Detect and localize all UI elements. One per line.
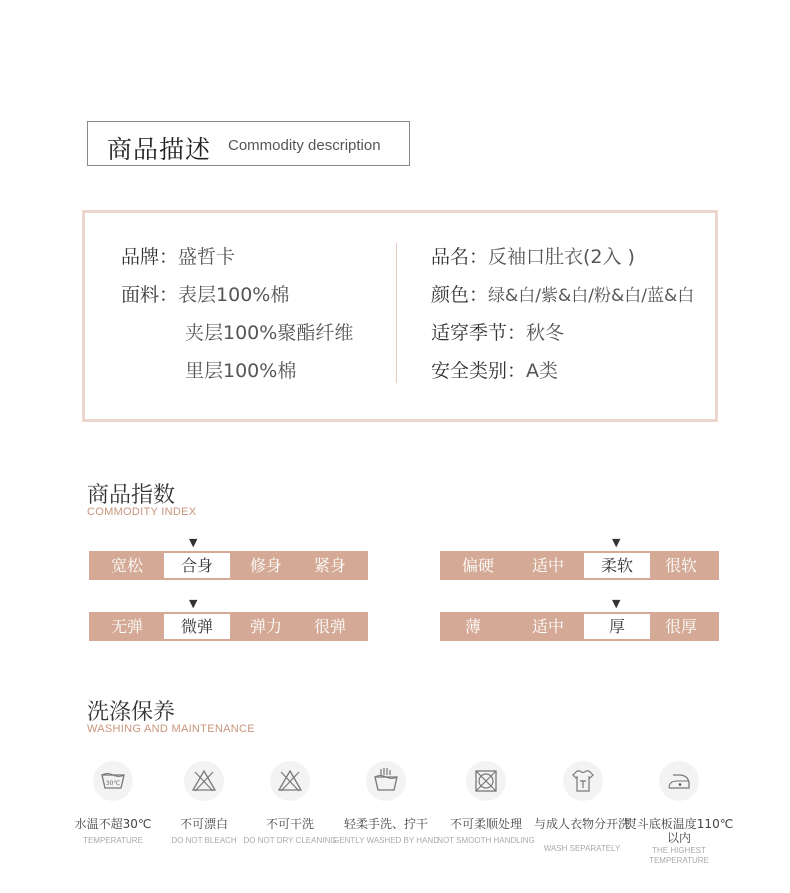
fit-option: 宽松: [110, 556, 143, 575]
fit-marker-icon: ▼: [189, 536, 198, 549]
description-title: 商品描述: [107, 135, 212, 164]
fabric-middle-value: 夹层100%聚酯纤维: [185, 322, 354, 344]
safety-value: A类: [526, 360, 559, 382]
thickness-option: 适中: [531, 617, 564, 636]
product-name-value: 反袖口肚衣(2入 ): [488, 246, 635, 268]
no-dry-clean-icon: [270, 761, 310, 801]
elasticity-option: 弹力: [249, 617, 282, 636]
care-label-en: THE HIGHEST TEMPERATURE: [649, 846, 709, 865]
fabric-inner-row: [185, 356, 296, 383]
thickness-option: 很厚: [664, 617, 697, 636]
care-subtitle: WASHING AND MAINTENANCE: [87, 723, 255, 735]
fit-option-selected: 合身: [164, 553, 230, 578]
care-label-en: DO NOT DRY CLEANING: [243, 836, 337, 845]
no-bleach-icon: [184, 761, 224, 801]
softness-marker-icon: ▼: [612, 536, 621, 549]
wash-separately-icon: [563, 761, 603, 801]
hand-wash-icon: [366, 761, 406, 801]
softness-option-selected: 柔软: [584, 553, 650, 578]
color-label: 颜色：: [431, 284, 489, 306]
softness-option: 适中: [531, 556, 564, 575]
care-label-cn: 不可干洗: [265, 817, 314, 831]
fit-option: 修身: [249, 556, 282, 575]
care-label-cn: 与成人衣物分开洗: [533, 817, 630, 831]
color-row: [431, 280, 694, 307]
softness-option: 很软: [664, 556, 697, 575]
care-label-en: NOT SMOOTH HANDLING: [437, 836, 535, 845]
wash-30-icon-label: 30℃: [105, 780, 121, 787]
thickness-index-bar: [440, 612, 719, 641]
brand-label: 品牌：: [121, 246, 179, 268]
thickness-marker-icon: ▼: [612, 597, 621, 610]
index-subtitle: COMMODITY INDEX: [87, 506, 197, 518]
softness-option: 偏硬: [461, 556, 494, 575]
care-label-en: TEMPERATURE: [83, 836, 143, 845]
safety-label: 安全类别：: [431, 360, 527, 382]
care-label-cn: 水温不超30℃: [74, 817, 152, 831]
season-value: 秋冬: [526, 322, 565, 344]
description-title-box: [87, 121, 410, 166]
care-label-cn: 不可漂白: [179, 817, 228, 831]
info-divider: [396, 243, 397, 383]
season-row: [431, 318, 564, 345]
care-label-cn: 轻柔手洗、拧干: [343, 817, 428, 831]
thickness-option: 薄: [464, 617, 481, 636]
thickness-option-selected: 厚: [584, 614, 650, 639]
description-subtitle: Commodity description: [228, 137, 381, 154]
elasticity-marker-icon: ▼: [189, 597, 198, 610]
brand-row: [121, 242, 235, 269]
iron-icon: [659, 761, 699, 801]
care-label-en: GENTLY WASHED BY HAND: [333, 836, 439, 845]
elasticity-option-selected: 微弹: [164, 614, 230, 639]
elasticity-option: 无弹: [110, 617, 143, 636]
fabric-row: [121, 280, 289, 307]
softness-index-bar: [440, 551, 719, 580]
care-label-en: DO NOT BLEACH: [171, 836, 237, 845]
fit-option: 紧身: [313, 556, 346, 575]
product-name-label: 品名：: [431, 246, 489, 268]
fabric-middle-row: [185, 318, 353, 345]
fabric-inner-value: 里层100%棉: [185, 360, 297, 382]
fabric-outer-value: 表层100%棉: [178, 284, 290, 306]
season-label: 适穿季节：: [431, 322, 527, 344]
care-label-cn: 熨斗底板温度110℃以内: [624, 817, 734, 845]
no-tumble-icon: [466, 761, 506, 801]
elasticity-option: 很弹: [313, 617, 346, 636]
color-value: 绿&白/紫&白/粉&白/蓝&白: [488, 286, 695, 306]
product-name-row: [431, 242, 635, 269]
index-title: 商品指数: [87, 483, 176, 508]
fabric-label: 面料：: [121, 284, 179, 306]
care-label-cn: 不可柔顺处理: [449, 817, 522, 831]
care-label-en: WASH SEPARATELY: [543, 844, 621, 853]
safety-row: [431, 356, 558, 383]
elasticity-index-bar: [89, 612, 368, 641]
care-title: 洗涤保养: [87, 700, 176, 725]
brand-value: 盛哲卡: [178, 246, 236, 268]
fit-index-bar: [89, 551, 368, 580]
wash-30-icon: [93, 761, 133, 801]
